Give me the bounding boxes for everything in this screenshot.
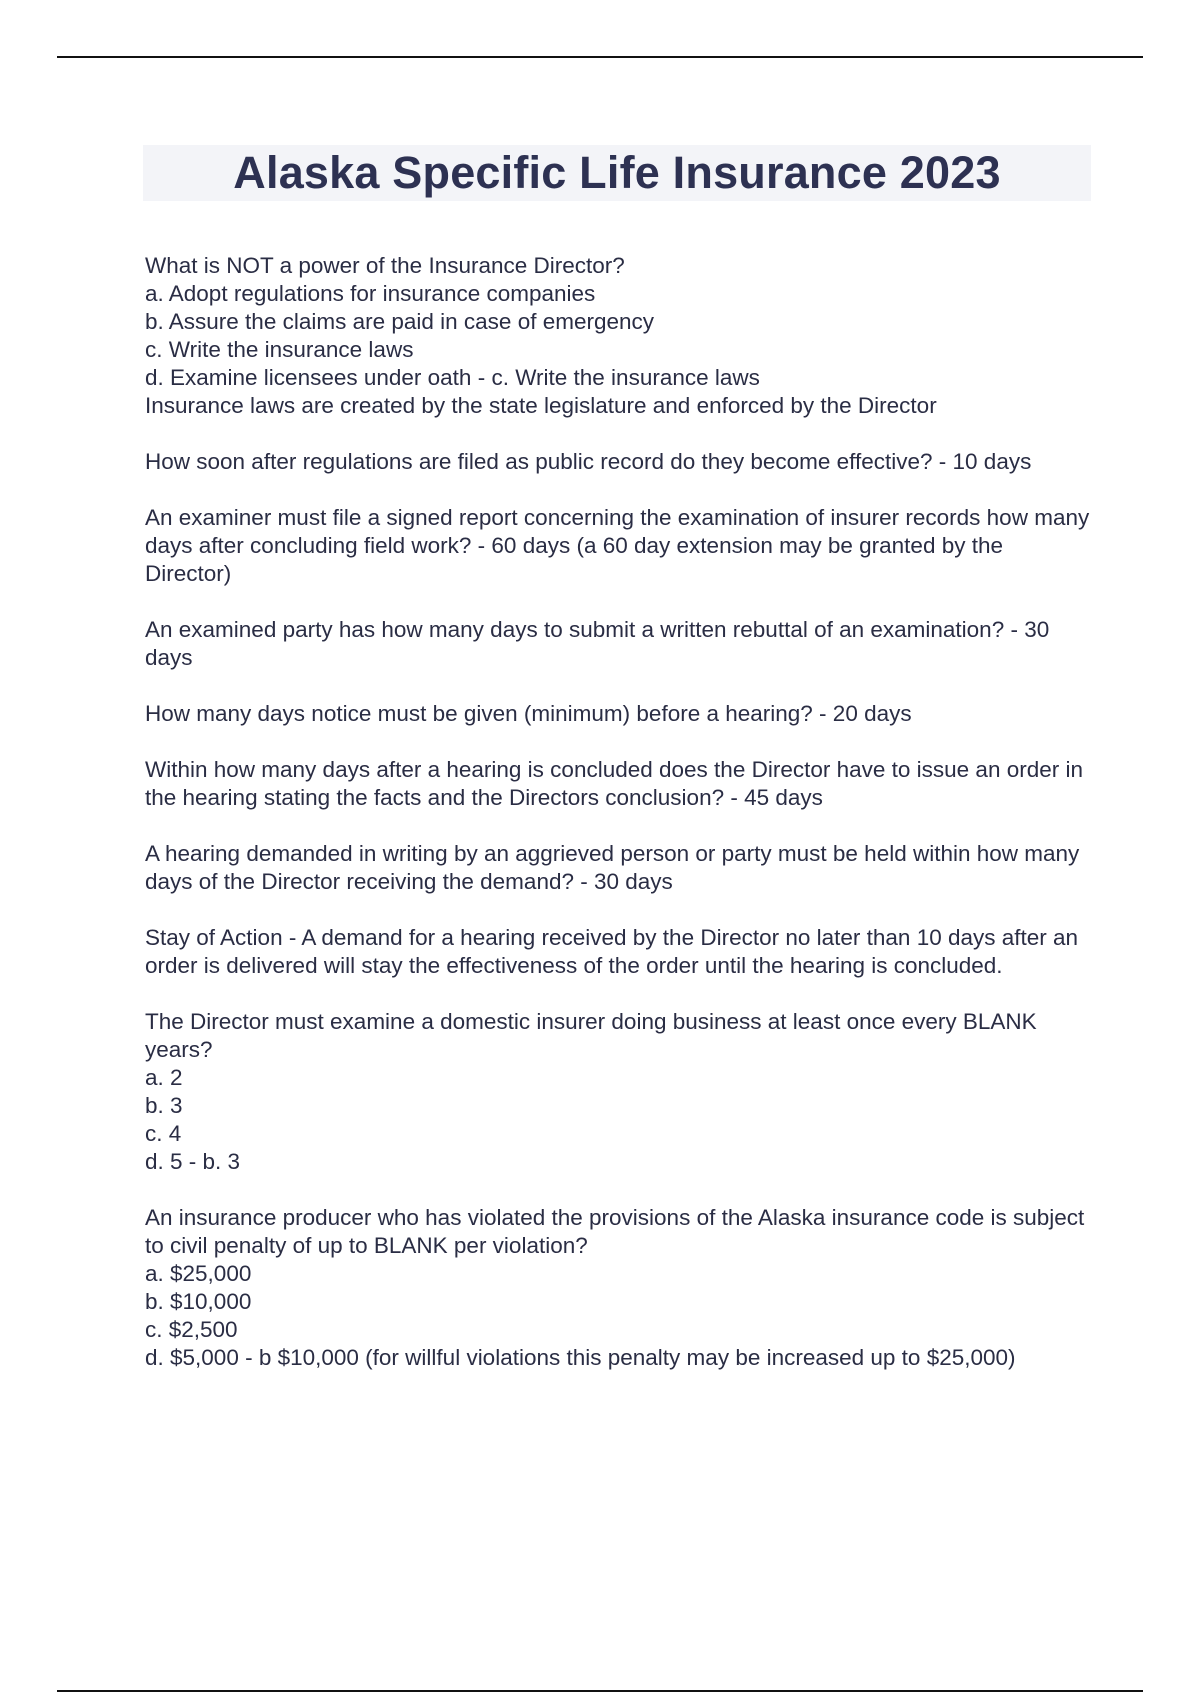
question-answer-text: How soon after regulations are filed as public record do they become effective? - 10 days: [145, 449, 1032, 474]
qa-item: [145, 1204, 1095, 1372]
answer-option: b. 3: [145, 1093, 183, 1118]
question-text: What is NOT a power of the Insurance Director?: [145, 253, 625, 278]
answer-option: d. $5,000 - b $10,000 (for willful violations this penalty may be increased up to $25,000): [145, 1345, 1016, 1370]
document-title: Alaska Specific Life Insurance 2023: [233, 147, 1001, 198]
answer-option: a. 2: [145, 1065, 183, 1090]
qa-item: [145, 1008, 1095, 1176]
answer-option: d. Examine licensees under oath - c. Write the insurance laws: [145, 365, 760, 390]
question-answer-text: An examiner must file a signed report concerning the examination of insurer records how many days after concluding field work? - 60 days (a 60 day extension may be granted by the Director): [145, 505, 1090, 586]
question-answer-text: Stay of Action - A demand for a hearing received by the Director no later than 10 days after an order is delivered will stay the effectiveness of the order until the hearing is concluded.: [145, 925, 1079, 978]
document-body: [145, 252, 1095, 1400]
answer-explanation: Insurance laws are created by the state legislature and enforced by the Director: [145, 393, 937, 418]
top-rule: [57, 56, 1143, 58]
qa-item: [145, 700, 1095, 728]
question-text: The Director must examine a domestic insurer doing business at least once every BLANK years?: [145, 1009, 1037, 1062]
question-text: An insurance producer who has violated the provisions of the Alaska insurance code is subject to civil penalty of up to BLANK per violation?: [145, 1205, 1085, 1258]
title-banner: [143, 145, 1091, 201]
bottom-rule: [57, 1690, 1143, 1692]
qa-item: [145, 616, 1095, 672]
qa-item: [145, 840, 1095, 896]
answer-option: c. Write the insurance laws: [145, 337, 414, 362]
qa-item: [145, 504, 1095, 588]
qa-item: [145, 756, 1095, 812]
answer-option: c. $2,500: [145, 1317, 238, 1342]
qa-item: [145, 924, 1095, 980]
answer-option: a. $25,000: [145, 1261, 252, 1286]
answer-option: d. 5 - b. 3: [145, 1149, 241, 1174]
answer-option: a. Adopt regulations for insurance companies: [145, 281, 596, 306]
qa-item: [145, 252, 1095, 420]
question-answer-text: A hearing demanded in writing by an aggrieved person or party must be held within how many days of the Director receiving the demand? - 30 days: [145, 841, 1080, 894]
answer-option: b. $10,000: [145, 1289, 252, 1314]
qa-item: [145, 448, 1095, 476]
answer-option: c. 4: [145, 1121, 182, 1146]
question-answer-text: How many days notice must be given (minimum) before a hearing? - 20 days: [145, 701, 912, 726]
question-answer-text: Within how many days after a hearing is concluded does the Director have to issue an order in the hearing stating the facts and the Directors conclusion? - 45 days: [145, 757, 1084, 810]
answer-option: b. Assure the claims are paid in case of emergency: [145, 309, 655, 334]
question-answer-text: An examined party has how many days to submit a written rebuttal of an examination? - 30 days: [145, 617, 1050, 670]
